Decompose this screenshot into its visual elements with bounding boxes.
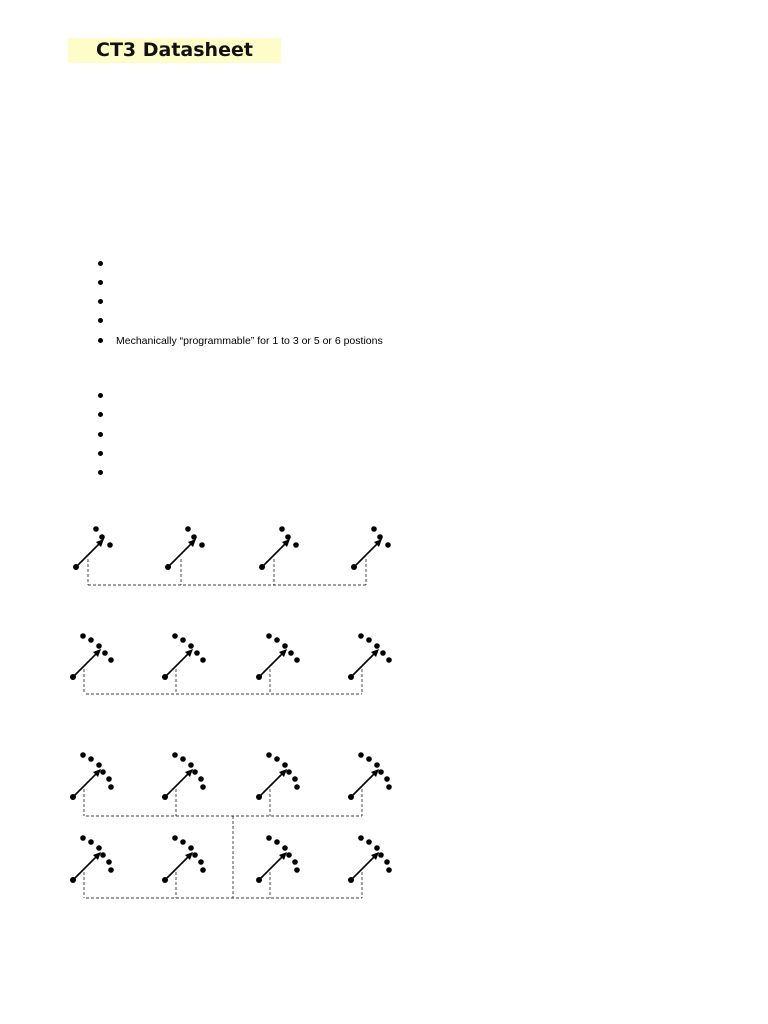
pivot-contact (259, 564, 265, 570)
switch-contact (106, 859, 112, 865)
switch-contact (107, 542, 113, 548)
switch-contact (80, 633, 86, 639)
switch-contact (172, 752, 178, 758)
switch-contact (292, 859, 298, 865)
switch-contact (282, 643, 288, 649)
switch-lever (259, 854, 285, 880)
switch-contact (96, 643, 102, 649)
switch-contact (374, 643, 380, 649)
pivot-contact (256, 877, 262, 883)
switch-contact (279, 526, 285, 532)
switch-contact (274, 637, 280, 643)
switch-contact (282, 762, 288, 768)
switch-contact (88, 839, 94, 845)
switch-contact (188, 643, 194, 649)
switch-contact (374, 845, 380, 851)
switch-contact (180, 839, 186, 845)
switch-contact (378, 769, 384, 775)
switch-contact (100, 769, 106, 775)
switch-contact (102, 650, 108, 656)
switch-contact (385, 542, 391, 548)
switch-contact (180, 637, 186, 643)
switch-contact (266, 633, 272, 639)
switch-contact (172, 633, 178, 639)
switch-contact (199, 542, 205, 548)
pivot-contact (165, 564, 171, 570)
switch-contact (384, 859, 390, 865)
switch-contact (274, 839, 280, 845)
switch-lever (73, 854, 99, 880)
switch-contact (188, 762, 194, 768)
switch-contact (366, 756, 372, 762)
switch-contact (282, 845, 288, 851)
pivot-contact (351, 564, 357, 570)
pivot-contact (256, 674, 262, 680)
switch-contact (200, 867, 206, 873)
switch-lever (354, 541, 380, 567)
pivot-contact (162, 674, 168, 680)
pivot-contact (70, 794, 76, 800)
switch-contact (172, 835, 178, 841)
switch-contact (288, 650, 294, 656)
switch-contact (198, 859, 204, 865)
switch-contact (286, 769, 292, 775)
switch-contact (108, 867, 114, 873)
switch-contact (266, 835, 272, 841)
switch-lever (73, 651, 99, 677)
switch-contact (106, 776, 112, 782)
switch-contact (192, 769, 198, 775)
switch-lever (168, 541, 194, 567)
switch-contact (108, 784, 114, 790)
switch-contact (96, 845, 102, 851)
pivot-contact (256, 794, 262, 800)
switch-contact (194, 650, 200, 656)
switch-lever (165, 854, 191, 880)
page-title: CT3 Datasheet (96, 39, 253, 61)
switch-contact (358, 752, 364, 758)
switch-contact (108, 657, 114, 663)
switch-lever (262, 541, 288, 567)
switch-contact (99, 534, 105, 540)
switch-contact (384, 776, 390, 782)
pivot-contact (70, 877, 76, 883)
switch-contact (93, 526, 99, 532)
switch-contact (294, 784, 300, 790)
switch-contact (292, 776, 298, 782)
feature-item: Mechanically “programmable” for 1 to 3 or 5 or 6 postions (116, 335, 383, 347)
switch-contact (358, 633, 364, 639)
switch-contact (200, 784, 206, 790)
switch-contact (198, 776, 204, 782)
switch-lever (351, 651, 377, 677)
switch-contact (386, 657, 392, 663)
switch-lever (76, 541, 102, 567)
switch-contact (366, 637, 372, 643)
switch-lever (259, 771, 285, 797)
switch-contact (96, 762, 102, 768)
switch-contact (386, 867, 392, 873)
pivot-contact (348, 794, 354, 800)
switch-contact (286, 852, 292, 858)
switch-contact (180, 756, 186, 762)
switch-contact (188, 845, 194, 851)
switch-contact (378, 852, 384, 858)
switch-contact (366, 839, 372, 845)
switch-lever (165, 651, 191, 677)
switch-contact (100, 852, 106, 858)
switch-contact (371, 526, 377, 532)
switch-contact (285, 534, 291, 540)
switch-contact (386, 784, 392, 790)
switch-contact (185, 526, 191, 532)
pivot-contact (162, 794, 168, 800)
switch-lever (73, 771, 99, 797)
switch-lever (165, 771, 191, 797)
pivot-contact (162, 877, 168, 883)
switch-contact (358, 835, 364, 841)
pivot-contact (348, 877, 354, 883)
switch-lever (351, 854, 377, 880)
switch-contact (294, 867, 300, 873)
switch-contact (377, 534, 383, 540)
switch-contact (294, 657, 300, 663)
switch-contact (380, 650, 386, 656)
switch-contact (88, 756, 94, 762)
switch-contact (191, 534, 197, 540)
pivot-contact (348, 674, 354, 680)
switch-contact (192, 852, 198, 858)
switch-lever (351, 771, 377, 797)
switch-contact (88, 637, 94, 643)
switch-contact (266, 752, 272, 758)
switch-contact (80, 835, 86, 841)
pivot-contact (70, 674, 76, 680)
switch-contact (200, 657, 206, 663)
switch-contact (374, 762, 380, 768)
switch-contact (293, 542, 299, 548)
switch-contact (80, 752, 86, 758)
switch-contact (274, 756, 280, 762)
pivot-contact (73, 564, 79, 570)
switch-lever (259, 651, 285, 677)
